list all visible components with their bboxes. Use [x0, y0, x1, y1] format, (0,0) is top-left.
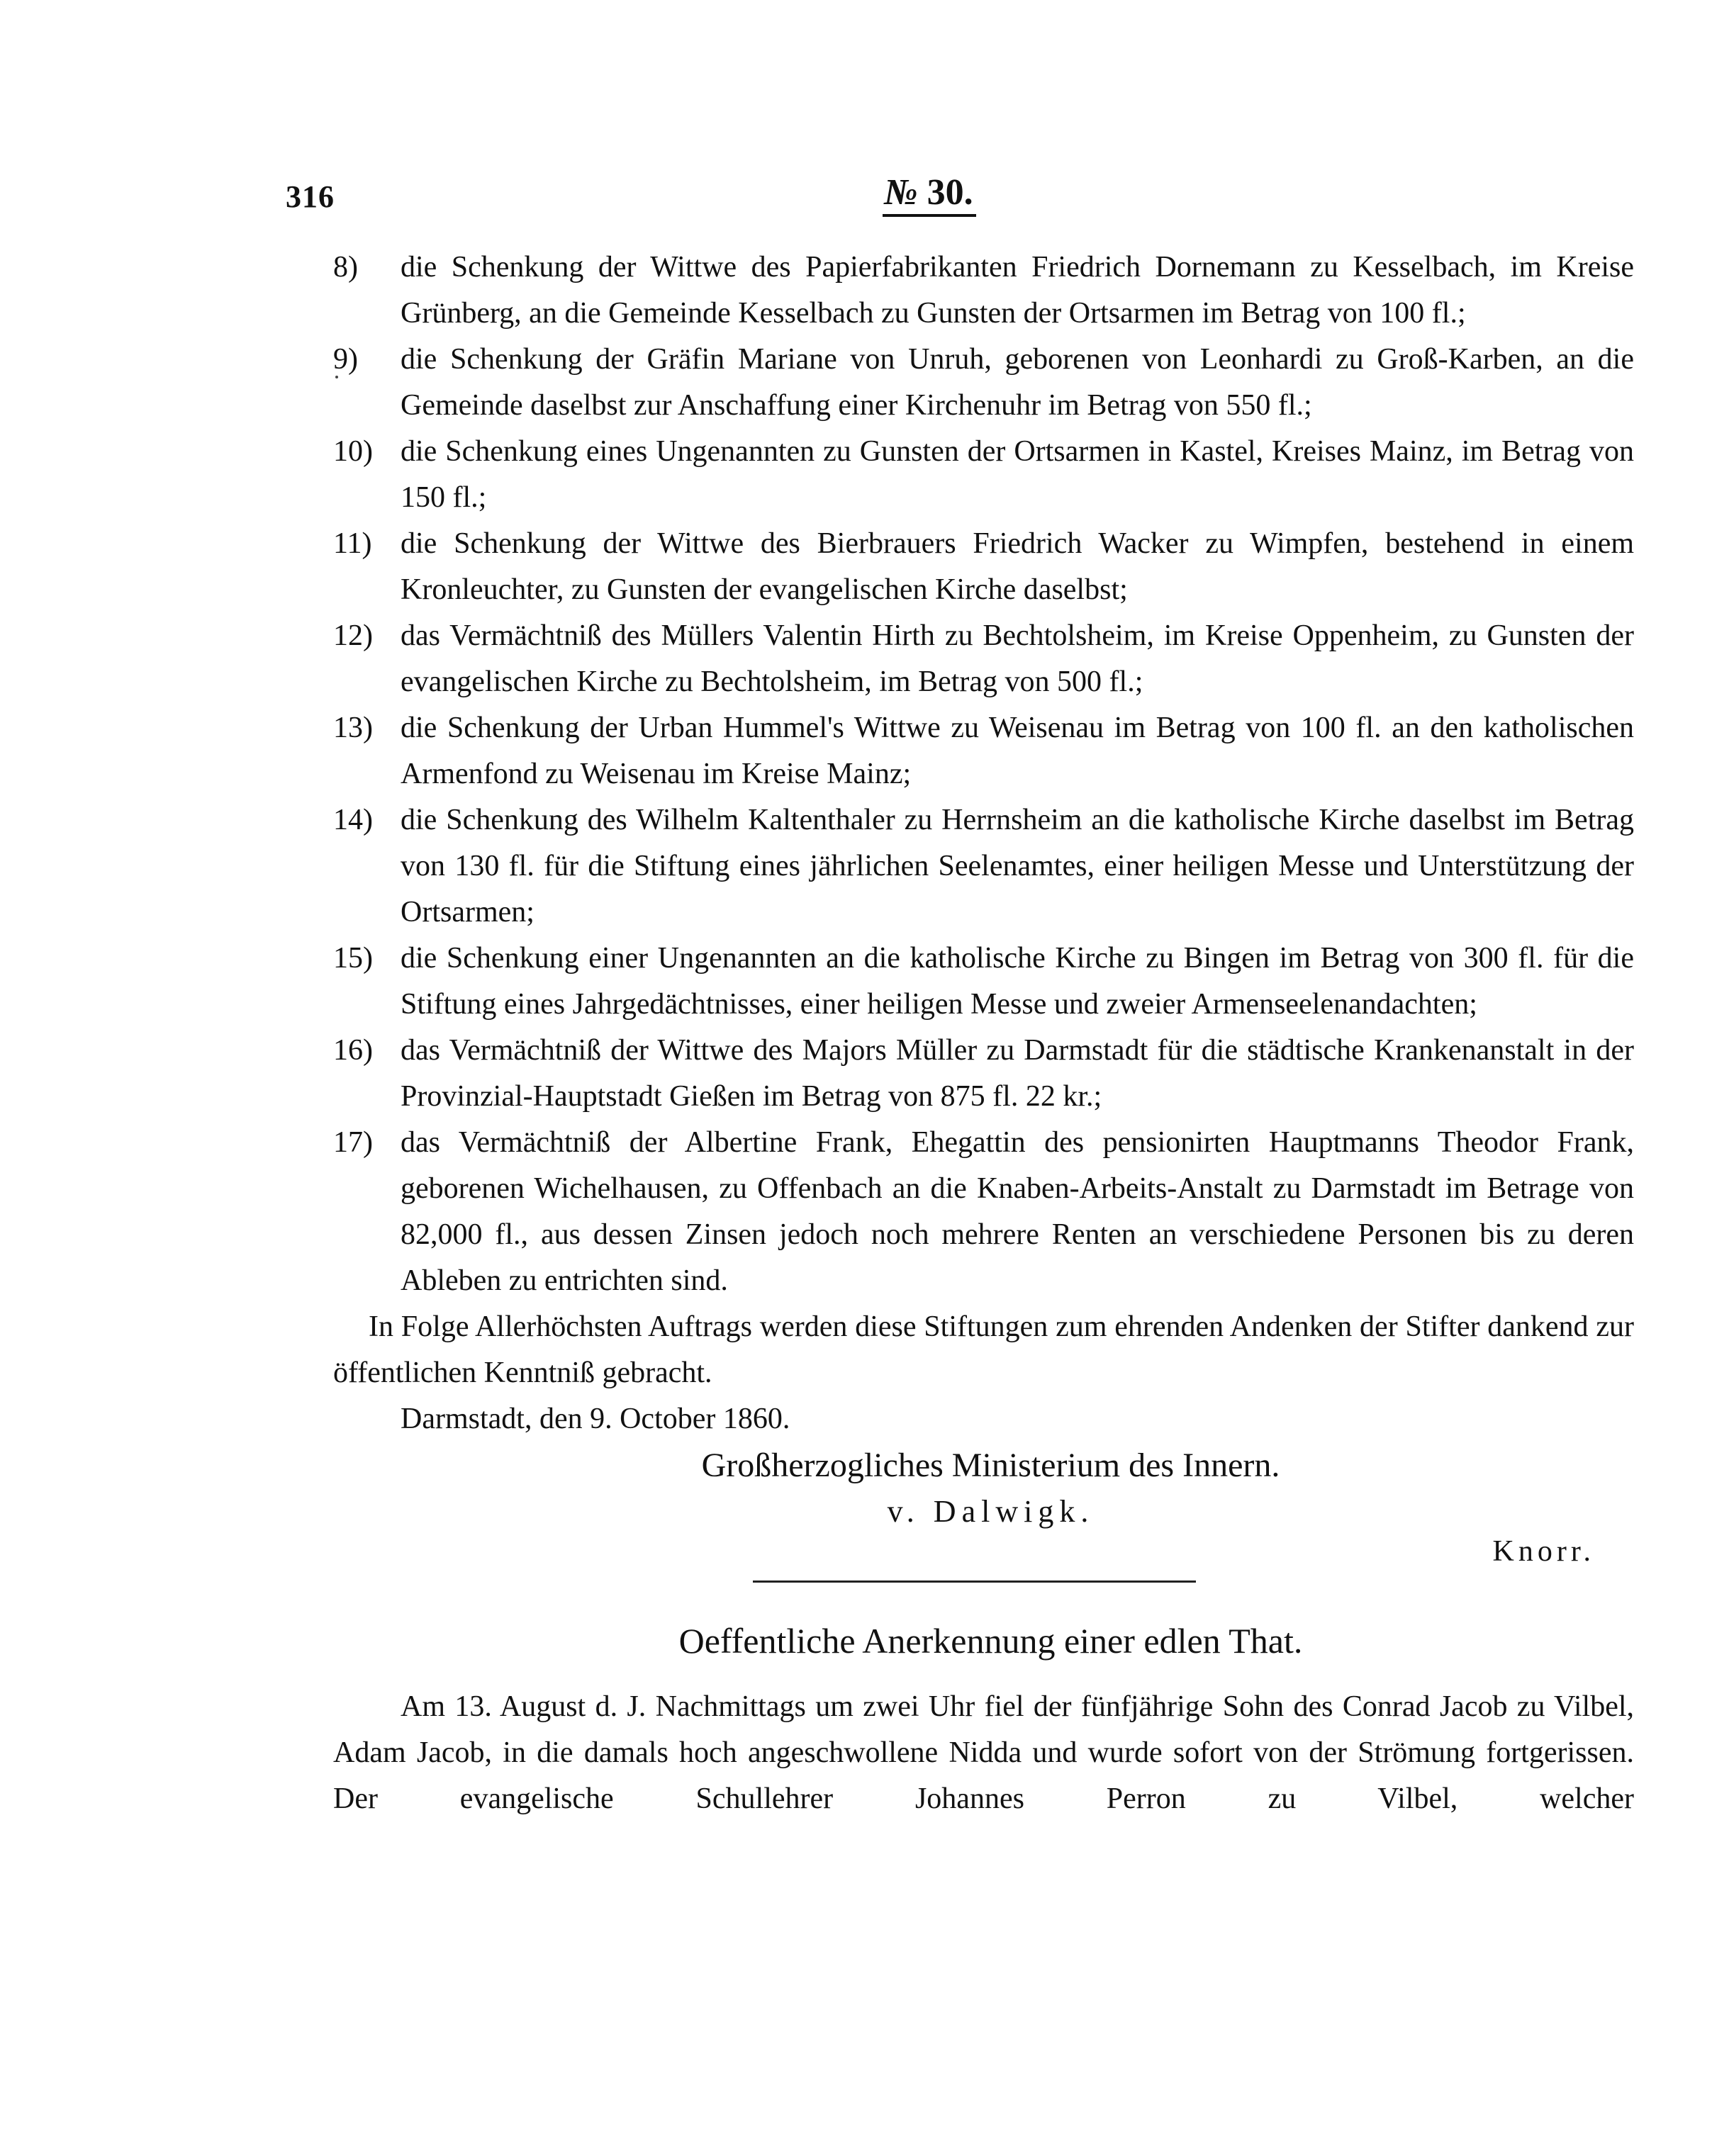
- list-item: [333, 429, 1634, 521]
- item-number: 17): [333, 1126, 373, 1159]
- list-item: [333, 1028, 1634, 1120]
- cosigner-signature: Knorr.: [1492, 1535, 1595, 1568]
- item-number: 11): [333, 527, 372, 560]
- item-text: die Schenkung der Wittwe des Bierbrauers Friedrich Wacker zu Wimpfen, bestehend in einem Kronleuchter, zu Gunsten der evangelischen Kirche daselbst;: [401, 527, 1634, 606]
- section-divider: [753, 1580, 1196, 1583]
- item-number: 16): [333, 1034, 373, 1067]
- item-number: 12): [333, 619, 373, 652]
- numero-sign: №: [884, 172, 918, 213]
- item-text: das Vermächtniß der Albertine Frank, Ehegattin des pensionirten Hauptmanns Theodor Frank, geborenen Wichelhausen, zu Offenbach an die Knaben-Arbeits-Anstalt zu Darmstadt im Betrage von 82,000 fl., aus dessen Zinsen jedoch noch mehrere Renten an verschiedene Personen bis zu deren Ableben zu entrichten sind.: [401, 1126, 1634, 1297]
- item-text: das Vermächtniß des Müllers Valentin Hirth zu Bechtolsheim, im Kreise Oppenheim, zu Gunsten der evangelischen Kirche zu Bechtolsheim, im Betrag von 500 fl.;: [401, 619, 1634, 698]
- list-item: [333, 521, 1634, 613]
- item-number: 10): [333, 435, 373, 468]
- item-text: die Schenkung der Gräfin Mariane von Unruh, geborenen von Leonhardi zu Groß-Karben, an die Gemeinde daselbst zur Anschaffung einer Kirchenuhr im Betrag von 550 fl.;: [401, 343, 1634, 422]
- item-number: 15): [333, 942, 373, 975]
- section-title: Oeffentliche Anerkennung einer edlen That.: [678, 1621, 1303, 1661]
- page-number: 316: [286, 179, 335, 214]
- list-item: [333, 1120, 1634, 1304]
- ministry-signature: Großherzogliches Ministerium des Innern.: [701, 1447, 1280, 1484]
- list-item: [333, 936, 1634, 1028]
- list-item: [333, 797, 1634, 936]
- issue-number: [883, 174, 976, 217]
- list-item: [333, 613, 1634, 705]
- item-number: 9): [333, 343, 358, 376]
- item-text: die Schenkung der Urban Hummel's Wittwe zu Weisenau im Betrag von 100 fl. an den katholischen Armenfond zu Weisenau im Kreise Mainz;: [401, 712, 1634, 790]
- date-line: Darmstadt, den 9. October 1860.: [401, 1403, 790, 1435]
- list-item: [333, 337, 1634, 429]
- item-text: die Schenkung eines Ungenannten zu Gunsten der Ortsarmen in Kastel, Kreises Mainz, im Betrag von 150 fl.;: [401, 435, 1634, 514]
- closing-paragraph: In Folge Allerhöchsten Auftrags werden diese Stiftungen zum ehrenden Andenken der Stifter dankend zur öffentlichen Kenntniß gebracht.: [333, 1310, 1634, 1389]
- item-text: die Schenkung einer Ungenannten an die katholische Kirche zu Bingen im Betrag von 300 fl. für die Stiftung eines Jahrgedächtnisses, einer heiligen Messe und zweier Armenseelenandachten;: [401, 942, 1634, 1021]
- item-text: die Schenkung des Wilhelm Kaltenthaler zu Herrnsheim an die katholische Kirche daselbst im Betrag von 130 fl. für die Stiftung eines jährlichen Seelenamtes, einer heiligen Messe und Unterstützung der Ortsarmen;: [401, 804, 1634, 928]
- list-item: [333, 245, 1634, 337]
- item-text: das Vermächtniß der Wittwe des Majors Müller zu Darmstadt für die städtische Krankenanstalt in der Provinzial-Hauptstadt Gießen im Betrag von 875 fl. 22 kr.;: [401, 1034, 1634, 1113]
- item-text: die Schenkung der Wittwe des Papierfabrikanten Friedrich Dornemann zu Kesselbach, im Kreise Grünberg, an die Gemeinde Kesselbach zu Gunsten der Ortsarmen im Betrag von 100 fl.;: [401, 251, 1634, 330]
- item-number: 14): [333, 804, 373, 836]
- issue-number-value: 30.: [927, 172, 973, 213]
- document-body: [333, 245, 1634, 1822]
- item-number: 8): [333, 251, 358, 283]
- section-text: Am 13. August d. J. Nachmittags um zwei Uhr fiel der fünfjährige Sohn des Conrad Jacob zu Vilbel, Adam Jacob, in die damals hoch angeschwollene Nidda und wurde sofort von der Strömung fortgerissen. Der evangelische Schullehrer Johannes Perron zu Vilbel, welcher: [333, 1690, 1634, 1815]
- list-item: [333, 705, 1634, 797]
- item-number: 13): [333, 712, 373, 744]
- minister-signature: v. Dalwigk.: [887, 1494, 1095, 1529]
